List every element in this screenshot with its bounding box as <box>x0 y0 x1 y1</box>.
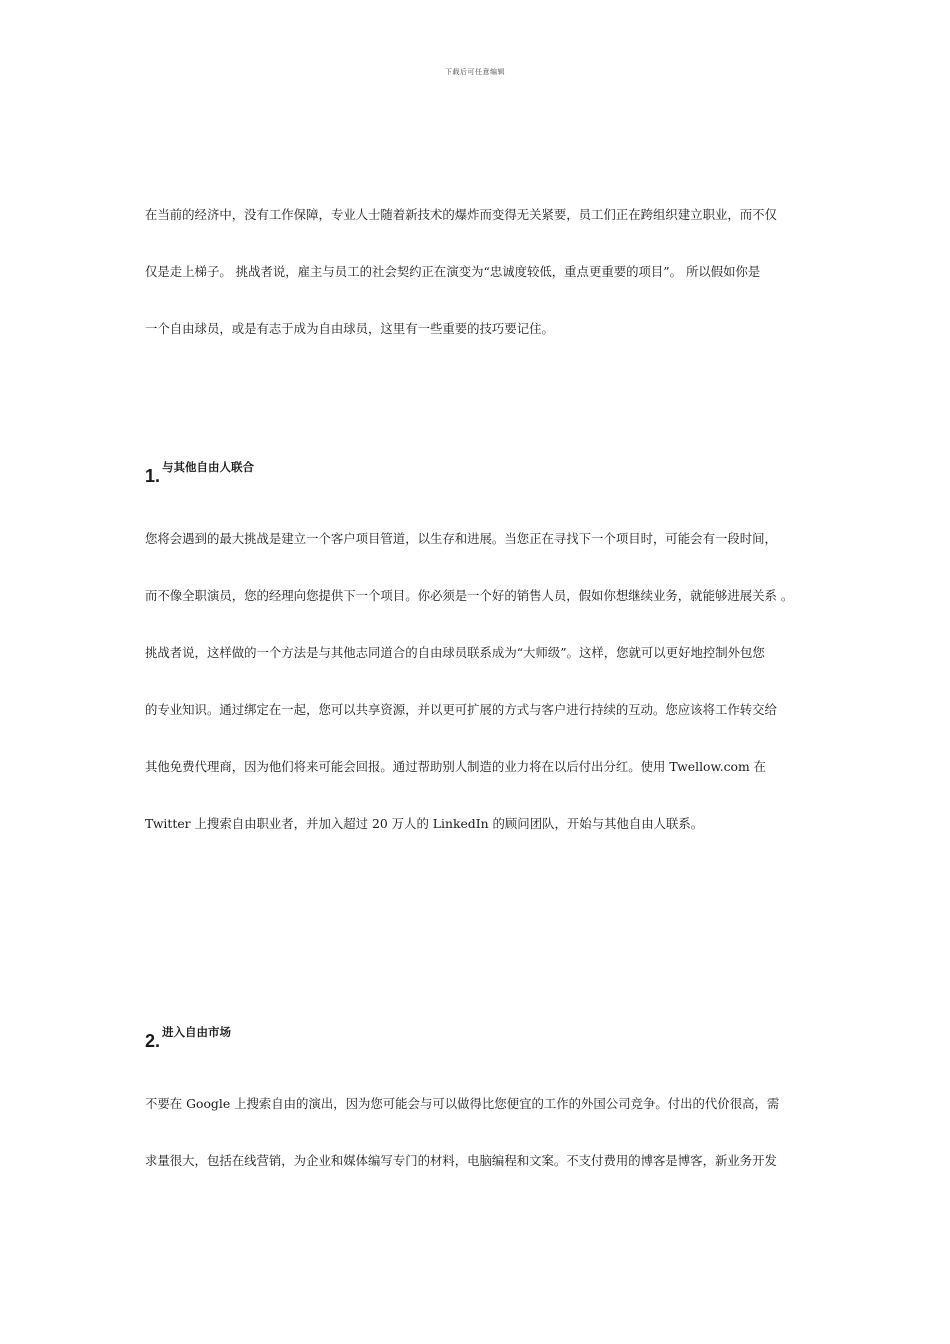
header-note: 下载后可任意编辑 <box>445 68 505 76</box>
section-line: 的专业知识。通过绑定在一起，您可以共享资源，并以更可扩展的方式与客户进行持续的互动。您应该将工作转交给 <box>145 702 777 717</box>
intro-line: 在当前的经济中，没有工作保障，专业人士随着新技术的爆炸而变得无关紧要，员工们正在跨组织建立职业，而不仅 <box>145 207 777 222</box>
section-number: 2. <box>145 1031 161 1051</box>
section-line: 不要在 Google 上搜索自由的演出，因为您可能会与可以做得比您便宜的工作的外国公司竞争。付出的代价很高，需 <box>145 1096 780 1111</box>
section-line: 而不像全职演员，您的经理向您提供下一个项目。你必须是一个好的销售人员，假如你想继续业务，就能够进展关系 。 <box>145 588 794 603</box>
section-number: 1. <box>145 466 161 486</box>
section-title: 与其他自由人联合 <box>162 460 254 474</box>
section-line: 其他免费代理商，因为他们将来可能会回报。通过帮助别人制造的业力将在以后付出分红。使用 Twellow.com 在 <box>145 759 767 774</box>
intro-line: 一个自由球员，或是有志于成为自由球员，这里有一些重要的技巧要记住。 <box>145 321 554 336</box>
section-line: 挑战者说，这样做的一个方法是与其他志同道合的自由球员联系成为“大师级”。这样，您就可以更好地控制外包您 <box>145 645 765 660</box>
section-line: 求量很大，包括在线营销，为企业和媒体编写专门的材料，电脑编程和文案。不支付费用的博客是博客，新业务开发 <box>145 1153 777 1168</box>
section-line: 您将会遇到的最大挑战是建立一个客户项目管道，以生存和进展。当您正在寻找下一个项目时，可能会有一段时间， <box>145 531 777 546</box>
section-title: 进入自由市场 <box>162 1025 231 1039</box>
section-line: Twitter 上搜索自由职业者，并加入超过 20 万人的 LinkedIn 的顾问团队，开始与其他自由人联系。 <box>145 816 704 831</box>
intro-line: 仅是走上梯子。 挑战者说，雇主与员工的社会契约正在演变为“忠诚度较低，重点更重要的项目”。 所以假如你是 <box>145 264 761 279</box>
